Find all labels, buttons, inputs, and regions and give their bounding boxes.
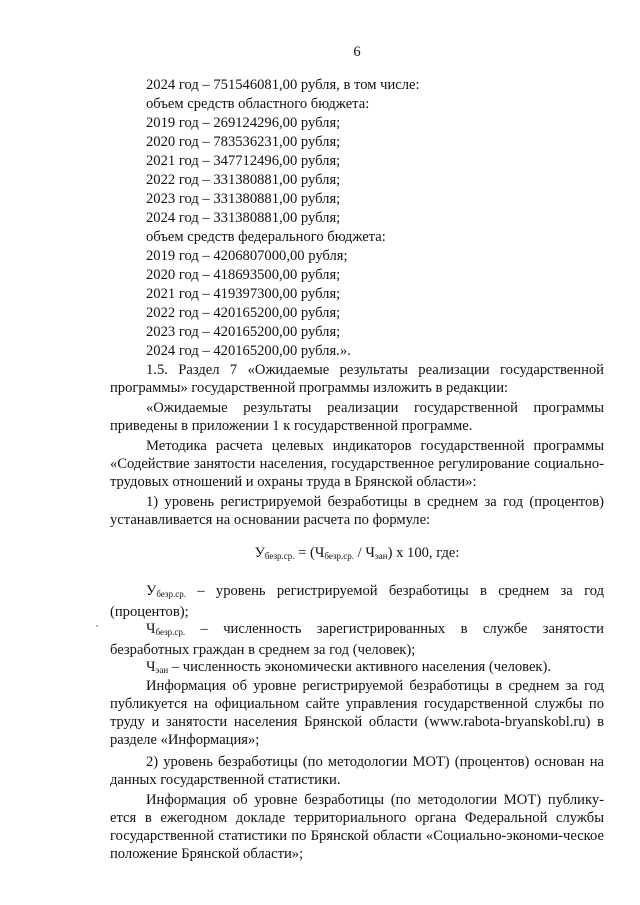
paragraph-info-registered: Информация об уровне регистрируемой безработицы в среднем за год публикуется на официальном сайте управления государственной службы по труду и занятости населения Брянской области (www.rabota-bryanskobl.ru) в разделе «Информация»; [110, 678, 604, 748]
funding-line: 2021 год – 347712496,00 рубля; [146, 153, 341, 169]
scan-artifact [96, 625, 98, 627]
paragraph-section-7: 1.5. Раздел 7 «Ожидаемые результаты реализации государственной программы» государственной программы изложить в редакции: [110, 362, 604, 396]
definition-active-population: $Ч_{эан}$ – численность экономически активного населения (человек). [146, 659, 552, 675]
page-number: 6 [353, 44, 361, 60]
funding-line: 2022 год – 331380881,00 рубля; [146, 172, 341, 188]
paragraph-indicator-2: 2) уровень безработицы (по методологии МОТ) (процентов) основан на данных государственной статистики. [110, 754, 604, 788]
funding-line: 2024 год – 420165200,00 рубля.». [146, 343, 351, 359]
funding-line: 2021 год – 419397300,00 рубля; [146, 286, 341, 302]
funding-line: 2020 год – 783536231,00 рубля; [146, 134, 341, 150]
paragraph-expected-results: «Ожидаемые результаты реализации государственной программы приведены в приложении 1 к государственной программе. [110, 400, 604, 434]
funding-line: 2019 год – 269124296,00 рубля; [146, 115, 341, 131]
definition-registered-unemployed: $Ч_{безр.ср.}$ – численность зарегистрированных в службе занятости безработных граждан в среднем за год (человек); [110, 621, 604, 658]
paragraph-methodology: Методика расчета целевых индикаторов государственной программы «Содействие занятости населения, государственное регулирование социально-трудовых отношений и охраны труда в Брянской области»: [110, 438, 604, 490]
funding-line: 2020 год – 418693500,00 рубля; [146, 267, 341, 283]
funding-line: объем средств федерального бюджета: [146, 229, 386, 245]
formula: $У_{безр.ср.} = (Ч_{безр.ср.} / Ч_{эан})$ х 100, где: [254, 545, 460, 561]
funding-line: 2019 год – 4206807000,00 рубля; [146, 248, 348, 264]
funding-line: 2023 год – 331380881,00 рубля; [146, 191, 341, 207]
funding-line: 2024 год – 331380881,00 рубля; [146, 210, 341, 226]
funding-line: объем средств областного бюджета: [146, 96, 370, 112]
funding-line: 2024 год – 751546081,00 рубля, в том числе: [146, 77, 420, 93]
definition-unemployment-rate: $У_{безр.ср.}$ – уровень регистрируемой безработицы в среднем за год (процентов); [110, 583, 604, 620]
paragraph-info-ilo: Информация об уровне безработицы (по методологии МОТ) публику-ется в ежегодном докладе территориального органа Федеральной службы государственной статистики по Брянской области «Социально-экономи-ческое положение Брянской области»; [110, 792, 604, 862]
funding-line: 2023 год – 420165200,00 рубля; [146, 324, 341, 340]
paragraph-indicator-1: 1) уровень регистрируемой безработицы в среднем за год (процентов) устанавливается на основании расчета по формуле: [110, 494, 604, 528]
funding-line: 2022 год – 420165200,00 рубля; [146, 305, 341, 321]
